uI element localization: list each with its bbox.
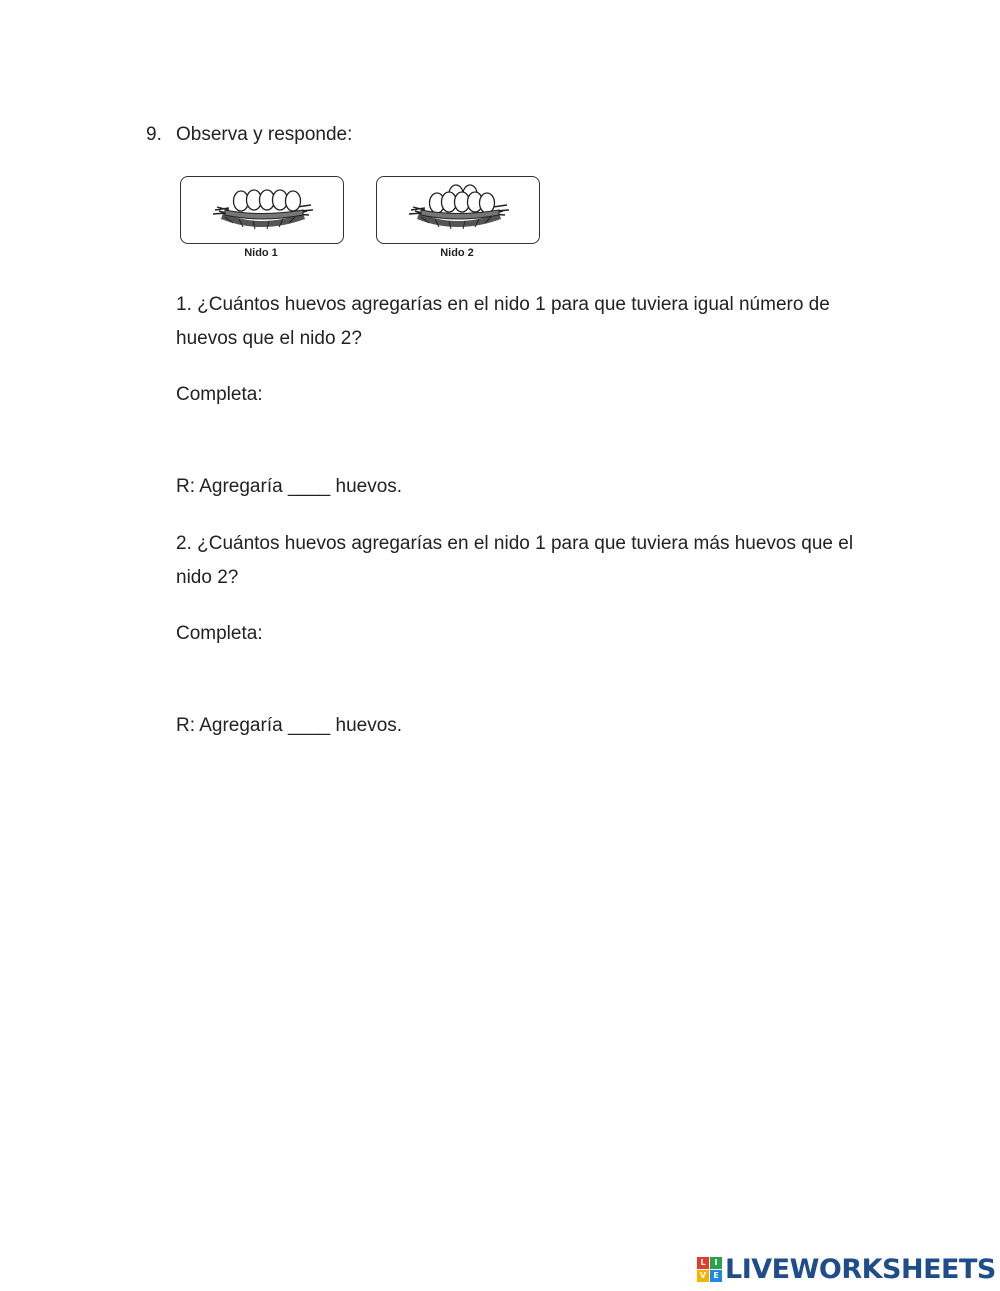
nest-2-illustration — [377, 177, 539, 243]
logo-block-i: I — [710, 1257, 722, 1269]
nest-1-image — [180, 176, 344, 244]
question-number: 9. — [146, 124, 162, 145]
logo-block-e: E — [710, 1270, 722, 1282]
logo-block-l: L — [697, 1257, 709, 1269]
liveworksheets-logo — [697, 1252, 996, 1286]
logo-blocks-icon — [697, 1257, 722, 1282]
logo-block-v: V — [697, 1270, 709, 1282]
item-1-prompt: 1. ¿Cuántos huevos agregarías en el nido 1 para que tuviera igual número de huevos que el nido 2? — [176, 294, 830, 349]
question-title: Observa y responde: — [176, 124, 353, 145]
item-2-prompt: 2. ¿Cuántos huevos agregarías en el nido 1 para que tuviera más huevos que el nido 2? — [176, 533, 854, 588]
item-2-complete-label: Completa: — [176, 623, 263, 644]
item-1-answer-line[interactable]: R: Agregaría ____ huevos. — [176, 476, 403, 497]
item-2-answer-line[interactable]: R: Agregaría ____ huevos. — [176, 715, 403, 736]
nest-1-illustration — [181, 177, 343, 243]
item-1-complete-label: Completa: — [176, 384, 263, 405]
logo-text: LIVEWORKSHEETS — [725, 1253, 996, 1285]
nest-2-image — [376, 176, 540, 244]
nest-2-label: Nido 2 — [440, 247, 474, 259]
nest-1-label: Nido 1 — [244, 247, 278, 259]
